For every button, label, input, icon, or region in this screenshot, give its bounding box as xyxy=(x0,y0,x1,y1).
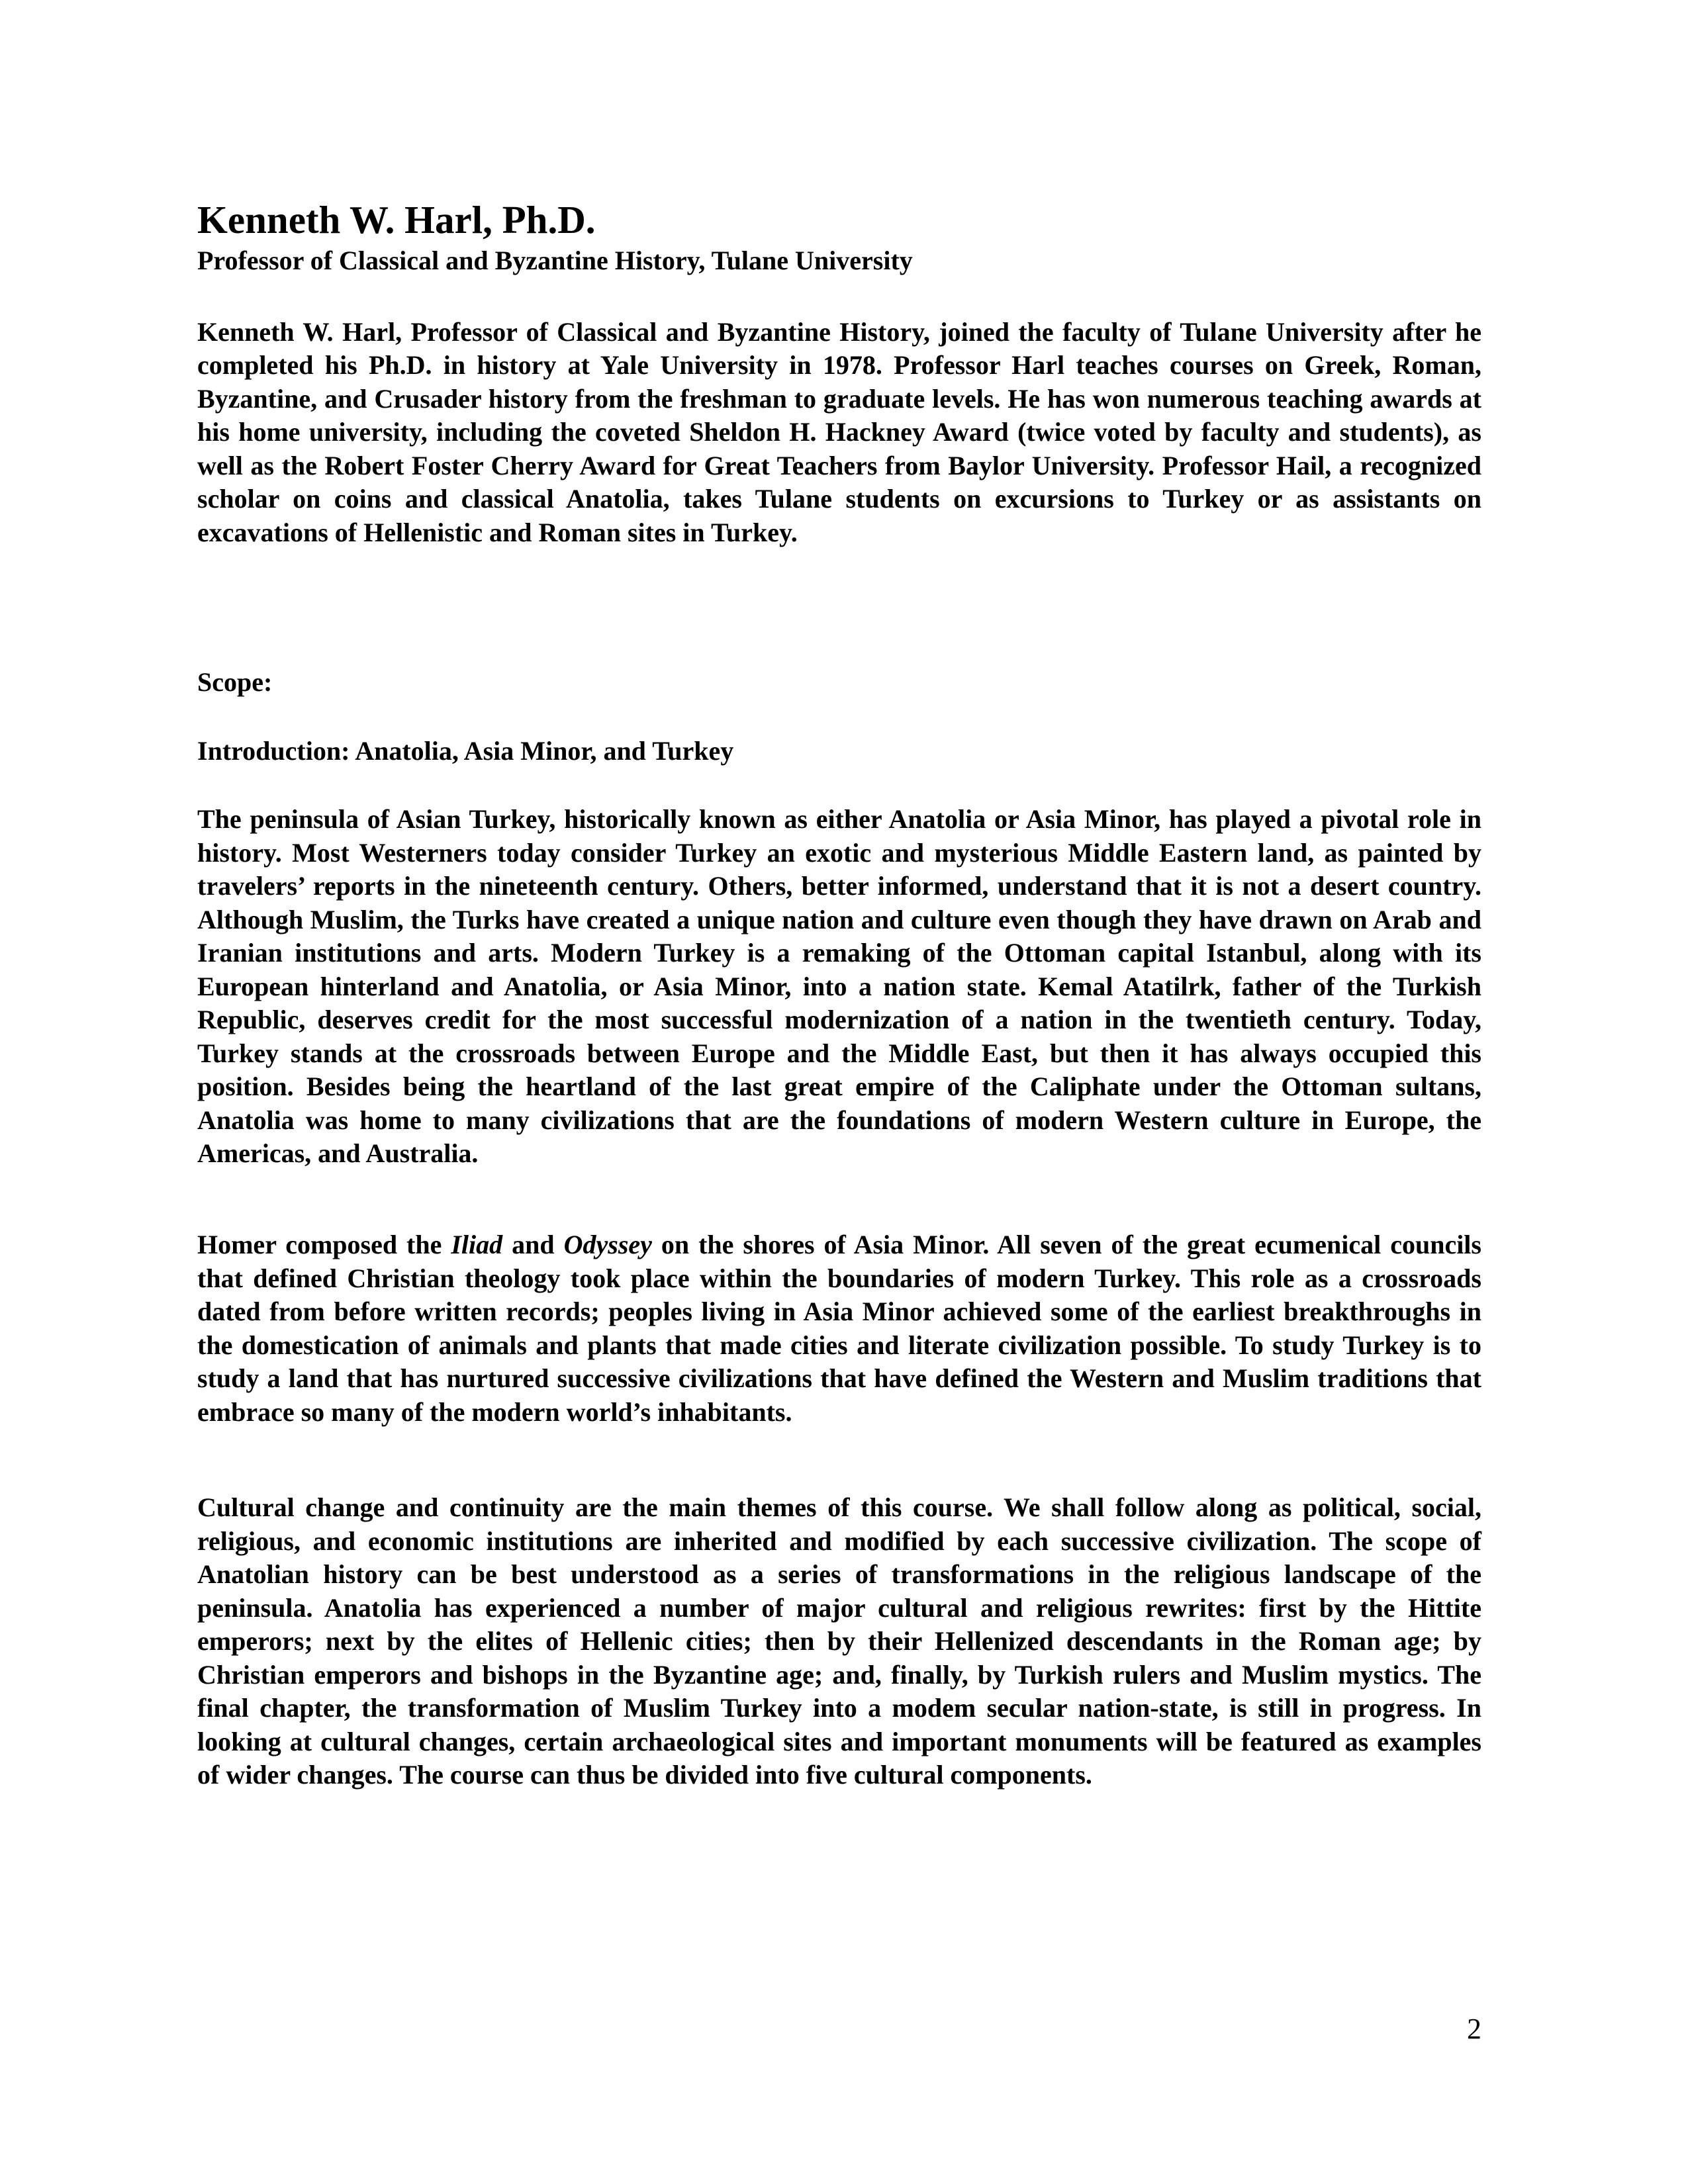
page-number: 2 xyxy=(1467,2013,1481,2045)
intro-paragraph-2-text-b: and xyxy=(502,1230,564,1259)
introduction-heading: Introduction: Anatolia, Asia Minor, and Turkey xyxy=(197,736,734,766)
intro-paragraph-2-text-c: on the shores of Asia Minor. All seven of the great ecumenical councils that defined Christian theology took place within the boundaries of modern Turkey. This role as a crossroads dated from before written records; peoples living in Asia Minor achieved some of the earliest breakthroughs in the domestication of animals and plants that made cities and literate civilization possible. To study Turkey is to study a land that has nurtured successive civilizations that have defined the Western and Muslim traditions that embrace so many of the modern world’s inhabitants. xyxy=(197,1230,1481,1427)
iliad-title: Iliad xyxy=(451,1230,503,1259)
intro-paragraph-1: The peninsula of Asian Turkey, historically known as either Anatolia or Asia Minor, has played a pivotal role in history. Most Westerners today consider Turkey an exotic and mysterious Middle Eastern land, as painted by travelers’ reports in the nineteenth century. Others, better informed, understand that it is not a desert country. Although Muslim, the Turks have created a unique nation and culture even though they have drawn on Arab and Iranian institutions and arts. Modern Turkey is a remaking of the Ottoman capital Istanbul, along with its European hinterland and Anatolia, or Asia Minor, into a nation state. Kemal Atatilrk, father of the Turkish Republic, deserves credit for the most successful modernization of a nation in the twentieth century. Today, Turkey stands at the crossroads between Europe and the Middle East, but then it has always occupied this position. Besides being the heartland of the last great empire of the Caliphate under the Ottoman sultans, Anatolia was home to many civilizations that are the foundations of modern Western culture in Europe, the Americas, and Australia. xyxy=(197,804,1481,1168)
intro-paragraph-2-text-a: Homer composed the xyxy=(197,1230,451,1259)
intro-paragraph-2 xyxy=(197,1228,1481,1429)
author-bio-paragraph: Kenneth W. Harl, Professor of Classical and Byzantine History, joined the faculty of Tulane University after he completed his Ph.D. in history at Yale University in 1978. Professor Harl teaches courses on Greek, Roman, Byzantine, and Crusader history from the freshman to graduate levels. He has won numerous teaching awards at his home university, including the coveted Sheldon H. Hackney Award (twice voted by faculty and students), as well as the Robert Foster Cherry Award for Great Teachers from Baylor University. Professor Hail, a recognized scholar on coins and classical Anatolia, takes Tulane students on excursions to Turkey or as assistants on excavations of Hellenistic and Roman sites in Turkey. xyxy=(197,316,1481,547)
scope-label: Scope: xyxy=(197,667,273,697)
intro-paragraph-3: Cultural change and continuity are the main themes of this course. We shall follow along as political, social, religious, and economic institutions are inherited and modified by each successive civilization. The scope of Anatolian history can be best understood as a series of transformations in the religious landscape of the peninsula. Anatolia has experienced a number of major cultural and religious rewrites: first by the Hittite emperors; next by the elites of Hellenic cities; then by their Hellenized descendants in the Roman age; by Christian emperors and bishops in the Byzantine age; and, finally, by Turkish rulers and Muslim mystics. The final chapter, the transformation of Muslim Turkey into a modem secular nation-state, is still in progress. In looking at cultural changes, certain archaeological sites and important monuments will be featured as examples of wider changes. The course can thus be divided into five cultural components. xyxy=(197,1492,1481,1790)
odyssey-title: Odyssey xyxy=(563,1230,652,1259)
author-title: Professor of Classical and Byzantine History, Tulane University xyxy=(197,245,913,275)
author-name: Kenneth W. Harl, Ph.D. xyxy=(197,198,596,242)
document-page xyxy=(197,198,1481,1790)
